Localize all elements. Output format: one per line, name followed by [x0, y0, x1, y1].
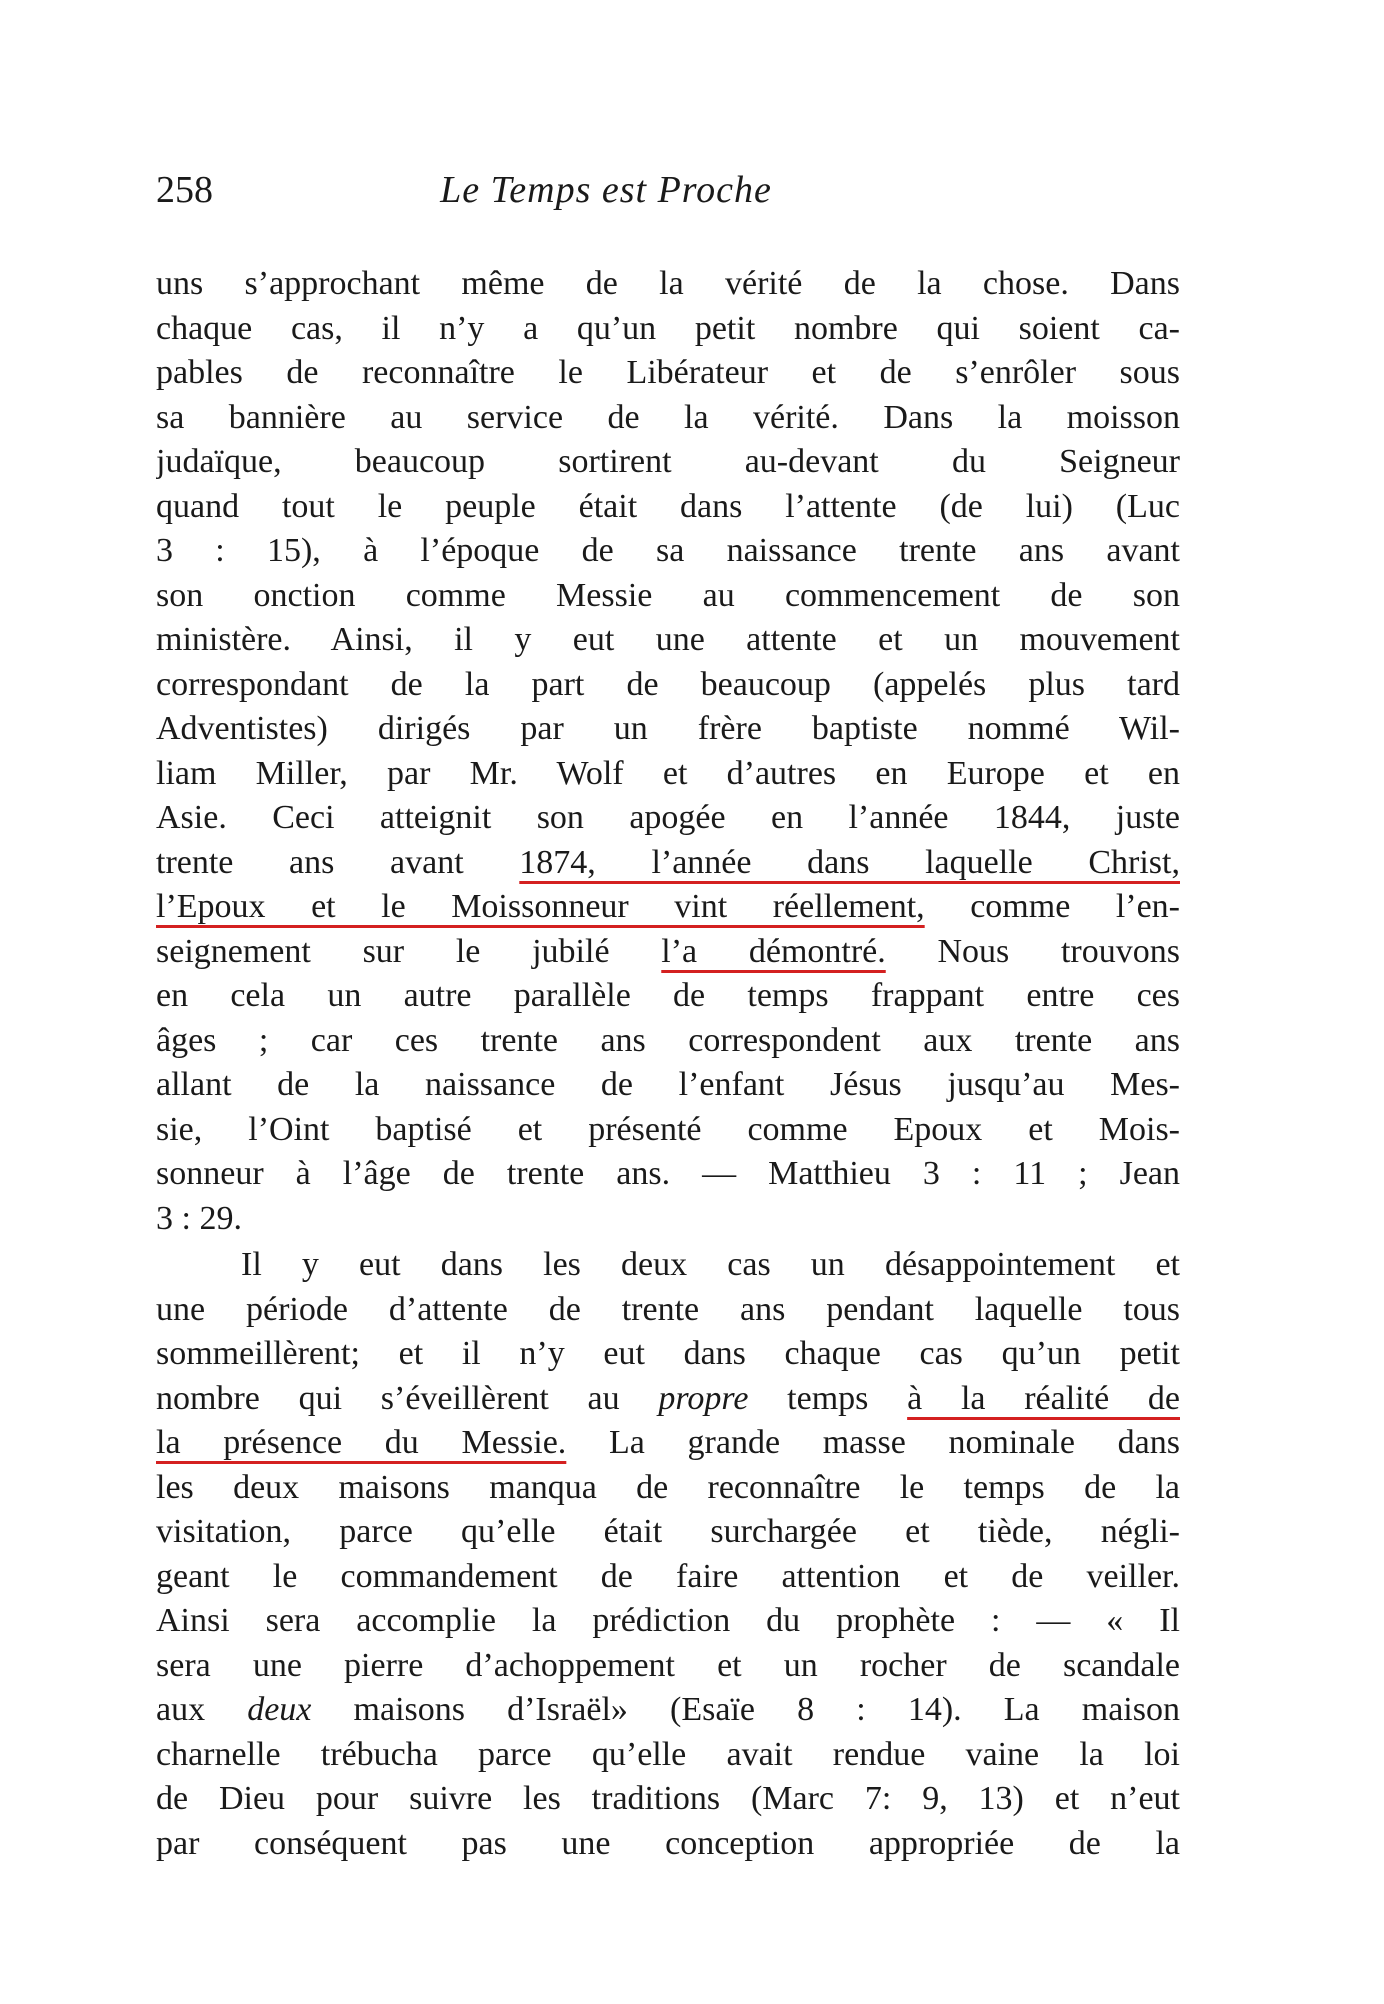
text-line: ministère. Ainsi, il y eut une attente et un mouvement — [156, 621, 1180, 658]
highlighted-text: l’a démontré. — [661, 932, 886, 970]
text-line — [156, 1421, 1180, 1466]
highlighted-text: l’Epoux et le Moissonneur vint réellement, — [156, 888, 925, 925]
text-line: Il y eut dans les deux cas un désappointement et — [241, 1246, 1180, 1283]
text-line: sommeillèrent; et il n’y eut dans chaque cas qu’un petit — [156, 1335, 1180, 1372]
text-segment: comme l’en- — [924, 888, 1180, 925]
text-line — [156, 930, 1180, 975]
text-line: pables de reconnaître le Libérateur et de s’enrôler sous — [156, 354, 1180, 391]
text-line: 3 : 29. — [156, 1199, 242, 1237]
text-line: une période d’attente de trente ans pendant laquelle tous — [156, 1290, 1180, 1328]
text-segment: aux — [156, 1691, 248, 1728]
text-line — [156, 1377, 1180, 1422]
text-line: chaque cas, il n’y a qu’un petit nombre qui soient ca- — [156, 309, 1180, 347]
highlighted-text: à la réalité de — [907, 1379, 1180, 1417]
text-line: geant le commandement de faire attention et de veiller. — [156, 1557, 1180, 1595]
text-line: charnelle trébucha parce qu’elle avait rendue vaine la loi — [156, 1735, 1180, 1773]
text-segment: seignement sur le jubilé — [156, 932, 662, 970]
paragraph-1 — [156, 262, 1180, 1241]
text-segment: nombre qui s’éveillèrent au — [156, 1379, 659, 1417]
text-line: de Dieu pour suivre les traditions (Marc 7: 9, 13) et n’eut — [156, 1780, 1180, 1817]
text-line: par conséquent pas une conception appropriée de la — [156, 1824, 1180, 1862]
text-line: quand tout le peuple était dans l’attente (de lui) (Luc — [156, 487, 1180, 525]
page-number: 258 — [156, 169, 213, 211]
text-line: sie, l’Oint baptisé et présenté comme Epoux et Mois- — [156, 1110, 1180, 1148]
text-line — [156, 885, 1180, 930]
text-line: liam Miller, par Mr. Wolf et d’autres en Europe et en — [156, 754, 1180, 792]
text-line — [156, 1688, 1180, 1733]
text-line: 3 : 15), à l’époque de sa naissance trente ans avant — [156, 532, 1180, 569]
text-line: judaïque, beaucoup sortirent au-devant du Seigneur — [156, 443, 1180, 480]
text-line: uns s’approchant même de la vérité de la chose. Dans — [156, 265, 1180, 302]
body-text — [156, 262, 1180, 1866]
highlighted-text: 1874, l’année dans laquelle Christ, — [519, 843, 1180, 881]
page-header — [156, 168, 1180, 218]
text-segment: La grande masse nominale dans — [566, 1424, 1180, 1461]
text-line: sonneur à l’âge de trente ans. — Matthieu 3 : 11 ; Jean — [156, 1155, 1180, 1192]
text-line: sera une pierre d’achoppement et un rocher de scandale — [156, 1646, 1180, 1684]
text-segment: Nous trouvons — [885, 932, 1180, 970]
text-line: allant de la naissance de l’enfant Jésus jusqu’au Mes- — [156, 1066, 1180, 1103]
text-segment: maisons d’Israël» (Esaïe 8 : 14). La maison — [311, 1691, 1180, 1728]
text-segment: temps — [748, 1379, 908, 1417]
text-line: âges ; car ces trente ans correspondent aux trente ans — [156, 1021, 1180, 1059]
text-line — [156, 841, 1180, 886]
text-line: son onction comme Messie au commencement de son — [156, 576, 1180, 614]
text-line: les deux maisons manqua de reconnaître le temps de la — [156, 1468, 1180, 1506]
italic-text: propre — [658, 1379, 749, 1417]
text-line: Adventistes) dirigés par un frère baptiste nommé Wil- — [156, 710, 1180, 747]
text-line: correspondant de la part de beaucoup (appelés plus tard — [156, 665, 1180, 703]
text-line: visitation, parce qu’elle était surchargée et tiède, négli- — [156, 1513, 1180, 1550]
text-line: Ainsi sera accomplie la prédiction du prophète : — « Il — [156, 1602, 1180, 1639]
running-title: Le Temps est Proche — [440, 169, 772, 211]
text-line: sa bannière au service de la vérité. Dans la moisson — [156, 398, 1180, 436]
paragraph-2 — [156, 1243, 1180, 1866]
text-line: Asie. Ceci atteignit son apogée en l’année 1844, juste — [156, 799, 1180, 836]
text-line: en cela un autre parallèle de temps frappant entre ces — [156, 977, 1180, 1014]
highlighted-text: la présence du Messie. — [156, 1424, 567, 1461]
text-segment: trente ans avant — [156, 843, 520, 881]
italic-text: deux — [247, 1691, 312, 1728]
